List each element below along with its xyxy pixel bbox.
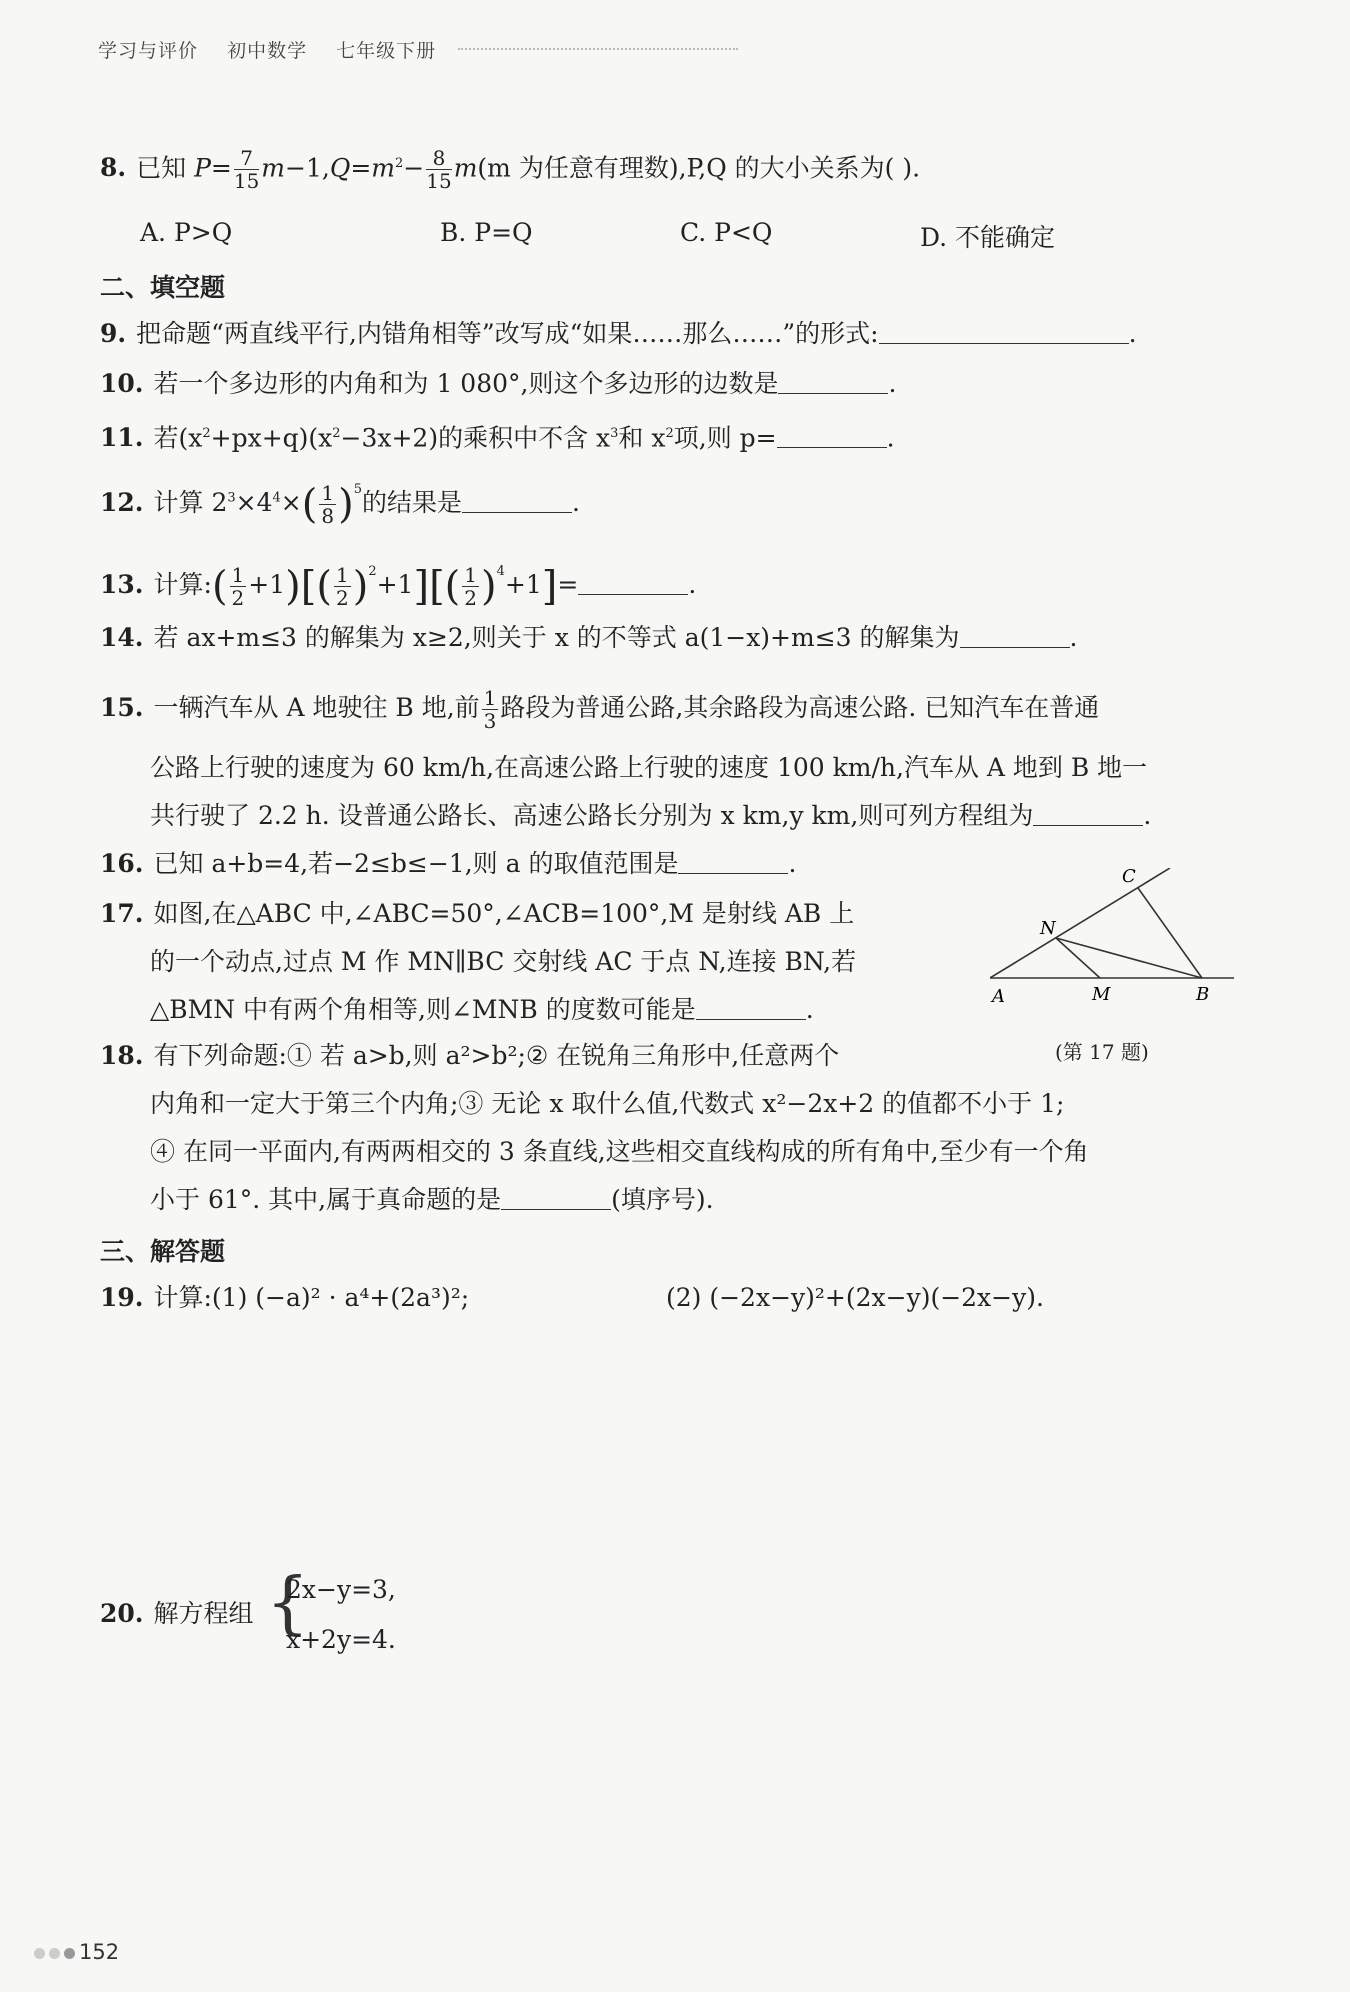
- exponent: 5: [353, 482, 362, 497]
- period: .: [1069, 623, 1078, 652]
- question-text: 一辆汽车从 A 地驶往 B 地,前: [153, 693, 480, 722]
- question-text: 解方程组: [153, 1599, 254, 1628]
- period: .: [886, 423, 895, 453]
- question-number: 12.: [100, 488, 144, 517]
- paren-left: (: [211, 563, 228, 610]
- answer-blank[interactable]: [578, 572, 688, 595]
- question-13: [100, 556, 696, 608]
- question-number: 11.: [100, 423, 144, 453]
- label-c: C: [1122, 868, 1136, 887]
- equation-1: 2x−y=3,: [286, 1575, 396, 1604]
- question-part-1: 计算:(1) (−a)² · a⁴+(2a³)²;: [153, 1283, 470, 1312]
- numerator: 1: [231, 563, 245, 587]
- var-m: m: [261, 153, 286, 183]
- question-text: 计算:: [153, 570, 212, 599]
- denominator: 2: [231, 586, 245, 610]
- system-brace: {: [266, 1564, 310, 1643]
- eq: =: [210, 153, 232, 183]
- question-18-line-2: 内角和一定大于第三个内角;③ 无论 x 取什么值,代数式 x²−2x+2 的值都不小于 1;: [150, 1089, 1065, 1118]
- fraction: [230, 565, 247, 608]
- label-n: N: [1040, 918, 1056, 939]
- page-dot: [34, 1948, 45, 1959]
- numerator: 1: [464, 563, 478, 587]
- option-c: C. P<Q: [680, 218, 773, 247]
- question-text: +1: [504, 570, 542, 599]
- page-number-text: 152: [79, 1940, 120, 1964]
- question-number: 10.: [100, 369, 144, 398]
- question-text: 有下列命题:① 若 a>b,则 a²>b²;② 在锐角三角形中,任意两个: [153, 1041, 840, 1070]
- question-text: −3x+2)的乘积中不含 x: [340, 423, 611, 453]
- question-text: 项,则 p=: [673, 423, 777, 453]
- question-text: ×4: [235, 488, 273, 517]
- period: .: [688, 570, 697, 599]
- question-16: [100, 848, 796, 880]
- q8-text: 已知: [136, 153, 195, 183]
- paren-left: (: [444, 563, 461, 610]
- header-subject: 初中数学: [227, 40, 308, 62]
- question-text: 和 x: [618, 423, 666, 453]
- period: .: [1143, 801, 1152, 830]
- paren-right: ): [285, 563, 301, 610]
- question-19: [100, 1282, 469, 1314]
- denominator: 15: [233, 169, 260, 194]
- question-text: 把命题“两直线平行,内错角相等”改写成“如果……那么……”的形式:: [136, 319, 879, 348]
- question-number: 15.: [100, 693, 144, 722]
- question-12: [100, 474, 580, 526]
- question-15-line-3: [150, 800, 1151, 832]
- answer-blank[interactable]: [678, 851, 788, 874]
- exponent: 2: [395, 156, 404, 171]
- page-dot: [64, 1948, 75, 1959]
- answer-blank[interactable]: [879, 321, 1129, 344]
- fraction: [426, 146, 452, 194]
- eq: =: [350, 153, 372, 183]
- question-19-part-2: (2) (−2x−y)²+(2x−y)(−2x−y).: [666, 1283, 1044, 1312]
- running-header: [98, 36, 458, 63]
- question-text: +px+q)(x: [210, 423, 333, 453]
- question-14: [100, 622, 1077, 654]
- answer-blank[interactable]: [1033, 803, 1143, 826]
- question-text: △BMN 中有两个角相等,则∠MNB 的度数可能是: [150, 995, 696, 1024]
- figure-17-caption: (第 17 题): [1055, 1040, 1149, 1064]
- paren-right: ): [338, 481, 354, 528]
- period: .: [888, 369, 897, 398]
- option-b: B. P=Q: [440, 218, 533, 247]
- question-20: [100, 1598, 254, 1630]
- answer-blank[interactable]: [777, 425, 887, 448]
- exponent: 4: [272, 490, 281, 506]
- fraction: [233, 146, 260, 194]
- question-18-line-4: [150, 1184, 714, 1216]
- exponent: 3: [610, 426, 619, 441]
- fraction: [319, 483, 336, 526]
- section-problems: 三、解答题: [100, 1237, 226, 1266]
- figure-17-triangle: [990, 868, 1250, 1018]
- fraction: [334, 565, 351, 608]
- answer-blank[interactable]: [462, 490, 572, 513]
- question-number: 18.: [100, 1041, 144, 1070]
- label-m: M: [1092, 984, 1111, 1005]
- question-text: ×: [280, 488, 302, 517]
- denominator: 3: [483, 709, 497, 733]
- bracket-left: [: [429, 563, 445, 610]
- answer-blank[interactable]: [501, 1187, 611, 1210]
- question-number: 20.: [100, 1599, 144, 1628]
- question-text: 如图,在△ABC 中,∠ABC=50°,∠ACB=100°,M 是射线 AB 上: [153, 899, 855, 928]
- option-a: A. P>Q: [140, 218, 233, 247]
- denominator: 15: [426, 169, 452, 194]
- question-8: [100, 146, 921, 194]
- exponent: 2: [202, 426, 211, 441]
- question-number: 9.: [100, 319, 127, 348]
- question-number: 16.: [100, 849, 144, 878]
- question-number: 17.: [100, 899, 144, 928]
- option-d: D. 不能确定: [920, 223, 1056, 252]
- question-10: [100, 368, 896, 400]
- equation-2: x+2y=4.: [286, 1625, 396, 1654]
- question-text: (填序号).: [611, 1185, 714, 1214]
- question-text: 计算 2: [153, 488, 228, 517]
- denominator: 2: [464, 586, 478, 610]
- numerator: 1: [321, 481, 335, 505]
- page-number: [34, 1940, 119, 1964]
- numerator: 1: [335, 563, 349, 587]
- question-text: 路段为普通公路,其余路段为高速公路. 已知汽车在普通: [500, 693, 1100, 722]
- period: .: [805, 995, 814, 1024]
- question-text: 若一个多边形的内角和为 1 080°,则这个多边形的边数是: [153, 369, 779, 398]
- paren-right: ): [481, 563, 497, 610]
- header-series: 学习与评价: [98, 40, 199, 62]
- label-a: A: [992, 986, 1005, 1007]
- question-number: 13.: [100, 570, 144, 599]
- fraction: [482, 688, 499, 731]
- question-text: =: [557, 570, 579, 599]
- var-m: m: [453, 153, 478, 183]
- exponent: 2: [368, 564, 377, 579]
- var-m: m: [371, 153, 395, 183]
- question-number: 19.: [100, 1283, 144, 1312]
- exponent: 2: [332, 426, 341, 441]
- question-text: +1: [376, 570, 414, 599]
- question-number: 14.: [100, 623, 144, 652]
- question-11: [100, 418, 895, 454]
- question-17-line-3: [150, 994, 814, 1026]
- paren-right: ): [352, 563, 369, 610]
- question-15: [100, 688, 1099, 731]
- question-18-line-3: ④ 在同一平面内,有两两相交的 3 条直线,这些相交直线构成的所有角中,至少有一个角: [150, 1137, 1089, 1166]
- question-text: 共行驶了 2.2 h. 设普通公路长、高速公路长分别为 x km,y km,则可列方程组为: [150, 801, 1034, 830]
- numerator: 7: [234, 148, 259, 170]
- question-text: 小于 61°. 其中,属于真命题的是: [150, 1185, 502, 1214]
- paren-left: (: [316, 563, 332, 610]
- bracket-left: [: [300, 563, 317, 610]
- header-grade: 七年级下册: [336, 40, 437, 62]
- numerator: 1: [483, 686, 497, 710]
- question-text: 的结果是: [361, 488, 462, 517]
- answer-blank[interactable]: [960, 625, 1070, 648]
- question-text: 若(x: [153, 423, 203, 453]
- fraction: [462, 565, 479, 608]
- denominator: 2: [335, 586, 349, 610]
- question-17: [100, 898, 854, 930]
- question-17-line-2: 的一个动点,过点 M 作 MN∥BC 交射线 AC 于点 N,连接 BN,若: [150, 947, 857, 976]
- question-text: +1: [248, 570, 286, 599]
- header-dotted-ornament: [458, 48, 738, 56]
- period: .: [1128, 319, 1137, 348]
- paren-left: (: [301, 481, 318, 528]
- question-18: [100, 1040, 839, 1072]
- segment-cb: [1138, 888, 1202, 978]
- var-q: Q: [329, 153, 351, 183]
- bracket-right: ]: [413, 563, 430, 610]
- numerator: 8: [426, 148, 451, 170]
- exponent: 4: [496, 564, 505, 579]
- period: .: [571, 488, 580, 517]
- question-9: [100, 318, 1137, 350]
- exponent: 2: [665, 426, 674, 441]
- q8-text: (m 为任意有理数),P,Q 的大小关系为( ).: [477, 153, 921, 183]
- section-fill-in: 二、填空题: [100, 273, 226, 302]
- question-text: 若 ax+m≤3 的解集为 x≥2,则关于 x 的不等式 a(1−x)+m≤3 的解集为: [153, 623, 960, 652]
- page-dot: [49, 1948, 60, 1959]
- bracket-right: ]: [541, 563, 558, 610]
- denominator: 8: [321, 504, 335, 528]
- answer-blank[interactable]: [696, 997, 806, 1020]
- answer-blank[interactable]: [778, 371, 888, 394]
- period: .: [788, 849, 797, 878]
- label-b: B: [1196, 984, 1210, 1005]
- q8-text: −1,: [285, 153, 330, 183]
- exponent: 3: [227, 490, 236, 506]
- question-number: 8.: [100, 153, 127, 183]
- question-15-line-2: 公路上行驶的速度为 60 km/h,在高速公路上行驶的速度 100 km/h,汽车从 A 地到 B 地一: [150, 753, 1148, 782]
- minus: −: [403, 153, 425, 183]
- var-p: P: [194, 153, 211, 183]
- question-text: 已知 a+b=4,若−2≤b≤−1,则 a 的取值范围是: [153, 849, 679, 878]
